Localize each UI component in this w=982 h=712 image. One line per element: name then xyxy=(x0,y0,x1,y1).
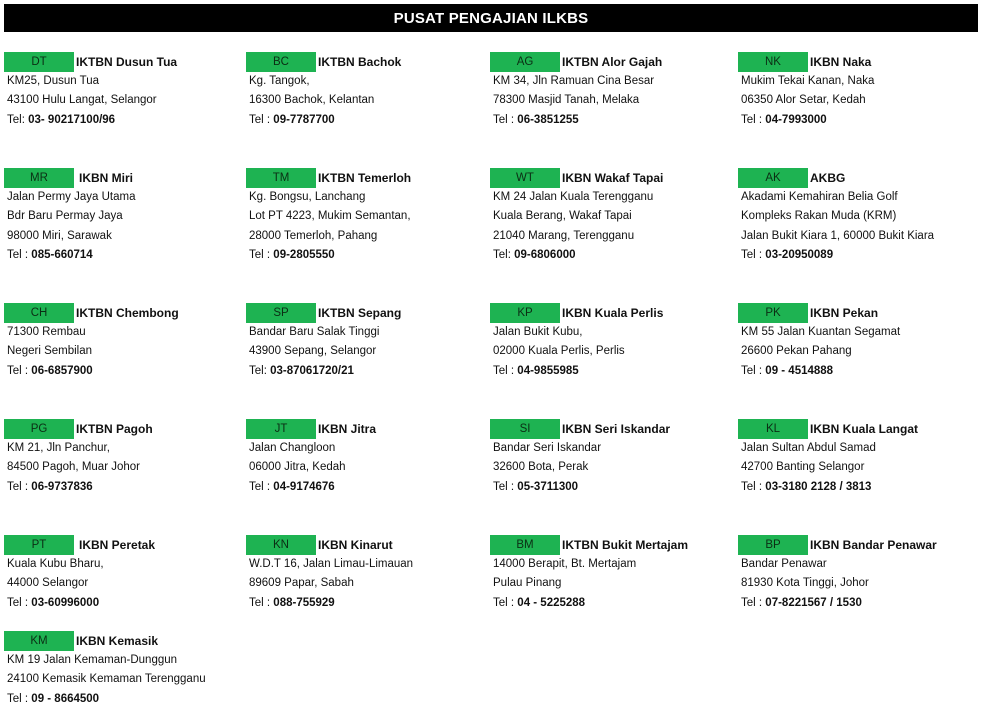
telephone-label: Tel : xyxy=(741,480,763,493)
centre-header xyxy=(4,168,242,188)
telephone-line xyxy=(738,362,976,381)
address-line: 06000 Jitra, Kedah xyxy=(249,461,346,474)
telephone-line xyxy=(490,478,728,497)
centre-code-badge: KL xyxy=(738,419,808,439)
telephone-number: 06-6857900 xyxy=(31,364,93,377)
page-title: PUSAT PENGAJIAN ILKBS xyxy=(4,4,978,32)
centre-code-badge: TM xyxy=(246,168,316,188)
centre-name: IKBN Kinarut xyxy=(318,538,393,552)
telephone-label: Tel : xyxy=(493,596,515,609)
address-line: Kg. Bongsu, Lanchang xyxy=(249,191,366,203)
centre-code-badge: PT xyxy=(4,535,74,555)
address-line: KM 24 Jalan Kuala Terengganu xyxy=(493,191,654,203)
telephone-number: 09-6806000 xyxy=(514,249,576,262)
address-line: 14000 Berapit, Bt. Mertajam xyxy=(493,558,637,570)
address-line: 81930 Kota Tinggi, Johor xyxy=(741,577,869,590)
address-line: Kuala Kubu Bharu, xyxy=(7,558,104,570)
address-line: Jalan Changloon xyxy=(249,442,336,454)
centre-header xyxy=(4,535,242,555)
centre-name: IKBN Peretak xyxy=(79,538,156,552)
telephone-label: Tel : xyxy=(741,364,763,377)
centre-header xyxy=(490,535,728,555)
centre-header xyxy=(4,419,242,439)
centre-card xyxy=(738,303,976,381)
centre-code-badge: SI xyxy=(490,419,560,439)
telephone-line xyxy=(246,594,484,613)
centre-code-badge: DT xyxy=(4,52,74,72)
centre-code-badge: PK xyxy=(738,303,808,323)
telephone-label: Tel : xyxy=(493,364,515,377)
telephone-line xyxy=(738,111,976,130)
telephone-number: 09-7787700 xyxy=(273,113,335,126)
centre-code-badge: BM xyxy=(490,535,560,555)
centre-name: IKTBN Bachok xyxy=(318,55,402,69)
address-line: KM 19 Jalan Kemaman-Dunggun xyxy=(7,654,178,666)
telephone-label: Tel: xyxy=(249,364,267,377)
centre-code-badge: BC xyxy=(246,52,316,72)
centre-header xyxy=(246,419,484,439)
centre-header xyxy=(246,168,484,188)
address-line: Bandar Seri Iskandar xyxy=(493,442,602,454)
centre-card xyxy=(246,419,484,497)
telephone-line xyxy=(246,362,484,381)
telephone-line xyxy=(738,246,976,265)
centre-card xyxy=(4,303,242,381)
address-line: Negeri Sembilan xyxy=(7,345,93,358)
address-line: KM 34, Jln Ramuan Cina Besar xyxy=(493,75,655,87)
telephone-label: Tel : xyxy=(741,113,763,126)
address-line: 71300 Rembau xyxy=(7,326,86,338)
telephone-number: 03-3180 2128 / 3813 xyxy=(765,480,872,493)
centre-name: IKBN Kemasik xyxy=(76,634,159,648)
centre-card xyxy=(4,419,242,497)
address-line: 98000 Miri, Sarawak xyxy=(7,229,112,242)
telephone-number: 06-3851255 xyxy=(517,113,579,126)
centre-header xyxy=(738,52,976,72)
telephone-line xyxy=(4,690,242,709)
centre-header xyxy=(246,535,484,555)
address-line: W.D.T 16, Jalan Limau-Limauan xyxy=(249,558,414,570)
centre-card xyxy=(490,419,728,497)
centre-name: IKBN Wakaf Tapai xyxy=(562,171,664,185)
centre-name: IKBN Miri xyxy=(79,171,133,185)
telephone-line xyxy=(246,246,484,265)
telephone-line xyxy=(246,111,484,130)
centre-code-badge: KN xyxy=(246,535,316,555)
address-line: Bandar Penawar xyxy=(741,558,827,570)
address-line: 24100 Kemasik Kemaman Terengganu xyxy=(7,673,206,686)
centre-name: IKTBN Temerloh xyxy=(318,171,412,185)
address-line: 84500 Pagoh, Muar Johor xyxy=(7,461,140,474)
telephone-line xyxy=(738,594,976,613)
centre-header xyxy=(490,419,728,439)
centre-header xyxy=(738,303,976,323)
telephone-label: Tel : xyxy=(7,480,29,493)
address-line: Jalan Bukit Kubu, xyxy=(493,326,583,338)
centre-header xyxy=(490,168,728,188)
centre-name: IKBN Bandar Penawar xyxy=(810,538,937,552)
telephone-label: Tel : xyxy=(741,249,763,262)
centre-name: IKTBN Dusun Tua xyxy=(76,55,178,69)
address-line: Kg. Tangok, xyxy=(249,75,310,87)
address-line: Kuala Berang, Wakaf Tapai xyxy=(493,210,632,223)
centre-card xyxy=(490,168,728,266)
centre-name: IKTBN Pagoh xyxy=(76,422,153,436)
telephone-line xyxy=(4,478,242,497)
address-line: 42700 Banting Selangor xyxy=(741,461,865,474)
centre-code-badge: WT xyxy=(490,168,560,188)
telephone-number: 09 - 8664500 xyxy=(31,692,100,705)
address-line: 02000 Kuala Perlis, Perlis xyxy=(493,345,625,358)
centre-header xyxy=(490,52,728,72)
telephone-line xyxy=(738,478,976,497)
telephone-label: Tel : xyxy=(493,113,515,126)
address-line: 32600 Bota, Perak xyxy=(493,461,589,474)
centre-card xyxy=(246,52,484,130)
telephone-number: 03- 90217100/96 xyxy=(28,113,116,126)
centre-card xyxy=(490,52,728,130)
centre-code-badge: SP xyxy=(246,303,316,323)
telephone-line xyxy=(4,246,242,265)
centre-card xyxy=(738,52,976,130)
telephone-number: 085-660714 xyxy=(31,249,93,262)
telephone-line xyxy=(490,246,728,265)
centre-header xyxy=(738,535,976,555)
centre-code-badge: MR xyxy=(4,168,74,188)
centre-code-badge: JT xyxy=(246,419,316,439)
centre-name: AKBG xyxy=(810,171,846,185)
address-line: Bdr Baru Permay Jaya xyxy=(7,210,123,223)
telephone-label: Tel : xyxy=(493,480,515,493)
telephone-line xyxy=(4,594,242,613)
centre-name: IKBN Seri Iskandar xyxy=(562,422,671,436)
address-line: 16300 Bachok, Kelantan xyxy=(249,94,375,107)
address-line: Akadami Kemahiran Belia Golf xyxy=(741,191,898,203)
telephone-line xyxy=(490,111,728,130)
telephone-number: 04 - 5225288 xyxy=(517,596,586,609)
telephone-number: 04-9855985 xyxy=(517,364,579,377)
telephone-label: Tel: xyxy=(7,113,25,126)
centre-header xyxy=(246,52,484,72)
centre-header xyxy=(4,303,242,323)
address-line: 44000 Selangor xyxy=(7,577,89,590)
address-line: Kompleks Rakan Muda (KRM) xyxy=(741,210,897,223)
centre-code-badge: AG xyxy=(490,52,560,72)
address-line: Pulau Pinang xyxy=(493,577,562,590)
centre-card xyxy=(4,631,242,709)
centre-name: IKTBN Chembong xyxy=(76,306,179,320)
centre-card xyxy=(246,303,484,381)
telephone-line xyxy=(246,478,484,497)
telephone-label: Tel : xyxy=(249,249,271,262)
telephone-number: 03-60996000 xyxy=(31,596,100,609)
centre-code-badge: KP xyxy=(490,303,560,323)
centre-code-badge: PG xyxy=(4,419,74,439)
telephone-number: 04-9174676 xyxy=(273,480,335,493)
centre-name: IKBN Kuala Perlis xyxy=(562,306,664,320)
telephone-number: 04-7993000 xyxy=(765,113,827,126)
address-line: Bandar Baru Salak Tinggi xyxy=(249,326,380,338)
address-line: 21040 Marang, Terengganu xyxy=(493,229,635,242)
centre-card xyxy=(490,535,728,613)
telephone-number: 09-2805550 xyxy=(273,249,335,262)
address-line: 26600 Pekan Pahang xyxy=(741,345,852,358)
telephone-label: Tel : xyxy=(249,113,271,126)
telephone-number: 05-3711300 xyxy=(517,480,579,493)
centre-code-badge: BP xyxy=(738,535,808,555)
address-line: 43100 Hulu Langat, Selangor xyxy=(7,94,157,107)
address-line: Jalan Bukit Kiara 1, 60000 Bukit Kiara xyxy=(741,229,935,242)
address-line: KM25, Dusun Tua xyxy=(7,75,100,87)
telephone-line xyxy=(490,594,728,613)
telephone-number: 088-755929 xyxy=(273,596,335,609)
telephone-label: Tel : xyxy=(7,596,29,609)
centre-code-badge: CH xyxy=(4,303,74,323)
centre-code-badge: AK xyxy=(738,168,808,188)
centre-name: IKBN Kuala Langat xyxy=(810,422,919,436)
centre-header xyxy=(246,303,484,323)
centre-card xyxy=(4,168,242,266)
telephone-label: Tel : xyxy=(7,249,29,262)
centre-name: IKBN Pekan xyxy=(810,306,879,320)
telephone-number: 09 - 4514888 xyxy=(765,364,834,377)
centre-code-badge: NK xyxy=(738,52,808,72)
address-line: 43900 Sepang, Selangor xyxy=(249,345,377,358)
centre-card xyxy=(738,168,976,266)
centre-header xyxy=(4,52,242,72)
centre-name: IKTBN Alor Gajah xyxy=(562,55,663,69)
centre-card xyxy=(246,168,484,266)
telephone-line xyxy=(490,362,728,381)
address-line: Jalan Permy Jaya Utama xyxy=(7,191,136,203)
centre-header xyxy=(738,168,976,188)
telephone-label: Tel : xyxy=(741,596,763,609)
telephone-line xyxy=(4,362,242,381)
centre-card xyxy=(738,419,976,497)
address-line: KM 21, Jln Panchur, xyxy=(7,442,110,454)
centre-header xyxy=(4,631,242,651)
telephone-label: Tel : xyxy=(249,596,271,609)
centre-name: IKBN Naka xyxy=(810,55,872,69)
centre-header xyxy=(490,303,728,323)
telephone-line xyxy=(4,111,242,130)
telephone-label: Tel: xyxy=(493,249,511,262)
address-line: 28000 Temerloh, Pahang xyxy=(249,229,378,242)
telephone-number: 03-87061720/21 xyxy=(270,364,354,377)
centre-code-badge: KM xyxy=(4,631,74,651)
telephone-label: Tel : xyxy=(7,364,29,377)
telephone-number: 06-9737836 xyxy=(31,480,93,493)
centre-name: IKBN Jitra xyxy=(318,422,377,436)
telephone-number: 03-20950089 xyxy=(765,249,834,262)
address-line: Mukim Tekai Kanan, Naka xyxy=(741,75,875,87)
centre-card xyxy=(738,535,976,613)
address-line: 89609 Papar, Sabah xyxy=(249,577,354,590)
address-line: KM 55 Jalan Kuantan Segamat xyxy=(741,326,901,338)
telephone-label: Tel : xyxy=(249,480,271,493)
centre-header xyxy=(738,419,976,439)
centre-name: IKTBN Sepang xyxy=(318,306,402,320)
telephone-label: Tel : xyxy=(7,692,29,705)
address-line: Lot PT 4223, Mukim Semantan, xyxy=(249,210,411,223)
centre-card xyxy=(4,52,242,130)
centre-card xyxy=(4,535,242,613)
telephone-number: 07-8221567 / 1530 xyxy=(765,596,862,609)
address-line: 78300 Masjid Tanah, Melaka xyxy=(493,94,640,107)
address-line: 06350 Alor Setar, Kedah xyxy=(741,94,866,107)
centre-card xyxy=(490,303,728,381)
centre-card xyxy=(246,535,484,613)
address-line: Jalan Sultan Abdul Samad xyxy=(741,442,876,454)
centre-name: IKTBN Bukit Mertajam xyxy=(562,538,689,552)
